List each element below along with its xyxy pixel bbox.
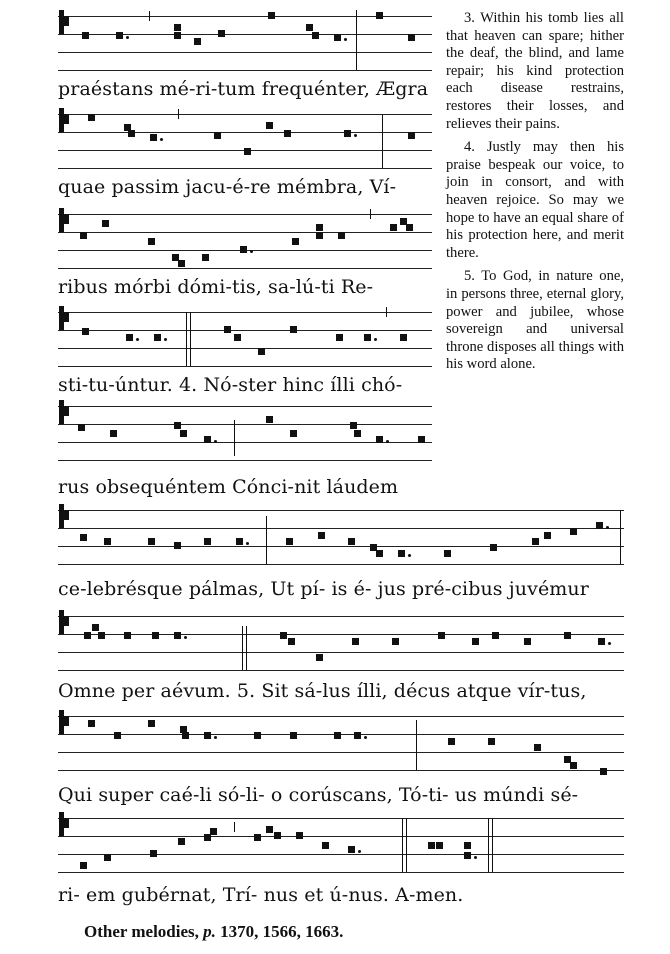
- footer-page-prefix: p.: [203, 922, 216, 941]
- verse-5: 5. To God, in nature one, in persons three, eternal glory, power and jubilee, whose sovereign and universal throne disposes all things with his word alone.: [446, 268, 624, 373]
- clef-icon: [59, 610, 64, 634]
- clef-icon: [59, 208, 64, 232]
- clef-icon: [59, 108, 64, 132]
- music-staff-6: [58, 510, 624, 566]
- music-staff-7: [58, 616, 624, 672]
- music-staff-8: [58, 716, 624, 772]
- music-staff-9: [58, 818, 624, 874]
- lyric-line-6: ce-lebrésque pálmas, Ut pí- is é- jus pré-cibus juvémur: [58, 578, 589, 600]
- verse-3: 3. Within his tomb lies all that heaven can spare; hither the deaf, the blind, and lame repair; his kind protection each disease restrains, restores their losses, and relieves their pains.: [446, 10, 624, 132]
- lyric-line-5: rus obsequéntem Cónci-nit láudem: [58, 476, 399, 498]
- verse-4: 4. Justly may then his praise bespeak our voice, to join in consort, and with heaven rejoice. So may we hope to have an equal share of his protection here, and merit there.: [446, 139, 624, 261]
- lyric-line-3: ribus mórbi dómi-tis, sa-lú-ti Re-: [58, 276, 374, 298]
- lyric-line-7: Omne per aévum. 5. Sit sá-lus ílli, décus atque vír-tus,: [58, 680, 587, 702]
- clef-icon: [59, 400, 64, 424]
- verse-column: [446, 10, 624, 380]
- music-staff-1: [58, 16, 432, 72]
- lyric-line-9: ri- em gubérnat, Trí- nus et ú-nus. A-men.: [58, 884, 464, 906]
- footer-pages: 1370, 1566, 1663.: [215, 922, 344, 941]
- music-staff-4: [58, 312, 432, 368]
- lyric-line-1: praéstans mé-ri-tum frequénter, Ægra: [58, 78, 429, 100]
- clef-icon: [59, 10, 64, 34]
- lyric-line-8: Qui super caé-li só-li- o corúscans, Tó-ti- us múndi sé-: [58, 784, 579, 806]
- clef-icon: [59, 306, 64, 330]
- other-melodies-note: [84, 922, 343, 942]
- clef-icon: [59, 812, 64, 836]
- footer-text: Other melodies,: [84, 922, 204, 941]
- music-staff-5: [58, 406, 432, 462]
- music-staff-2: [58, 114, 432, 170]
- lyric-line-4: sti-tu-úntur. 4. Nó-ster hinc ílli chó-: [58, 374, 403, 396]
- clef-icon: [59, 710, 64, 734]
- clef-icon: [59, 504, 64, 528]
- lyric-line-2: quae passim jacu-é-re mémbra, Ví-: [58, 176, 397, 198]
- music-staff-3: [58, 214, 432, 270]
